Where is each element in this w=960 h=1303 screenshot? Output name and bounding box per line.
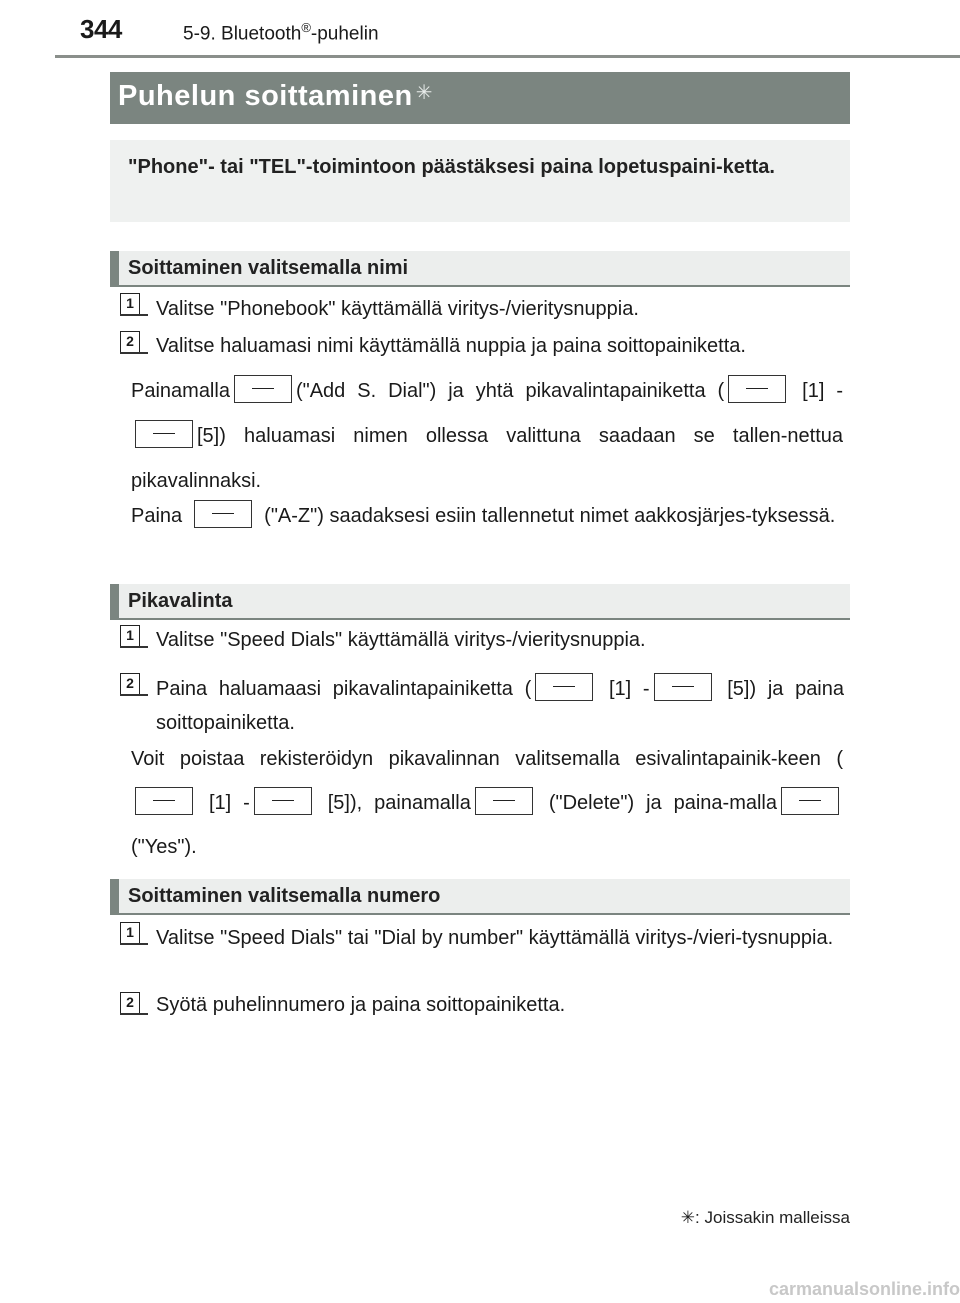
step-text: Syötä puhelinnumero ja paina soittopainiketta. — [156, 994, 566, 1016]
step-badge: 2 — [120, 331, 140, 353]
asterisk-icon: ✳ — [680, 1208, 696, 1227]
section-heading-text: Pikavalinta — [128, 590, 233, 612]
step-badge: 1 — [120, 293, 140, 315]
step-text: Valitse haluamasi nimi käyttämällä nuppia ja paina soittopainiketta. — [156, 335, 746, 357]
badge-underline — [120, 646, 148, 648]
key-placeholder — [135, 420, 193, 448]
text-run: Paina — [131, 505, 183, 527]
watermark: carmanualsonline.info — [768, 1279, 960, 1299]
key-placeholder — [654, 673, 712, 701]
badge-underline — [120, 694, 148, 696]
text-run: ("A-Z") saadaksesi esiin tallennetut nimet aakkosjärjes-tyksessä. — [264, 505, 836, 527]
step-badge: 1 — [120, 625, 140, 647]
section-heading-number — [110, 879, 850, 915]
header-rule — [55, 55, 960, 58]
text-run: [5]) haluamasi nimen ollessa valittuna saadaan se tallen-nettua pikavalinnaksi. — [131, 425, 843, 492]
text-run: [1] - — [208, 792, 250, 814]
footnote-text: : Joissakin malleissa — [695, 1208, 850, 1227]
section-heading-name — [110, 251, 850, 287]
section-title-bar — [110, 72, 850, 124]
step-text: Valitse "Speed Dials" käyttämällä viritys-/vieritysnuppia. — [156, 629, 646, 651]
step-text: Valitse "Phonebook" käyttämällä viritys-/vieritysnuppia. — [156, 298, 639, 320]
badge-underline — [120, 314, 148, 316]
key-placeholder — [781, 787, 839, 815]
text-run: Painamalla — [131, 380, 230, 402]
section-heading-text: Soittaminen valitsemalla numero — [128, 885, 441, 907]
badge-underline — [120, 943, 148, 945]
text-run: [1] - — [802, 380, 843, 402]
text-run: ("Delete") ja paina-malla — [548, 792, 778, 814]
badge-underline — [120, 1013, 148, 1015]
chapter-prefix: 5-9. Bluetooth — [183, 23, 302, 45]
text-run: ("Add S. Dial") ja yhtä pikavalintapainiketta ( — [295, 380, 725, 402]
step-badge: 2 — [120, 992, 140, 1014]
heading-bar — [110, 879, 119, 913]
chapter-suffix: -puhelin — [310, 23, 379, 45]
page-number: 344 — [80, 14, 122, 44]
chapter-title — [183, 20, 379, 45]
key-placeholder — [135, 787, 193, 815]
key-placeholder — [475, 787, 533, 815]
badge-underline — [120, 352, 148, 354]
step-text — [156, 672, 844, 740]
intro-box: "Phone"- tai "TEL"-toimintoon päästäksesi paina lopetuspaini-ketta. — [110, 140, 850, 222]
text-run: Voit poistaa rekisteröidyn pikavalinnan valitsemalla esivalintapainik-keen ( — [131, 748, 843, 770]
paragraph — [131, 369, 843, 504]
text-run: ("Yes"). — [131, 836, 197, 858]
text-run: [5]), painamalla — [327, 792, 471, 814]
footnote — [681, 1208, 850, 1228]
heading-bar — [110, 584, 119, 618]
registered-mark: ® — [301, 20, 311, 35]
key-placeholder — [728, 375, 786, 403]
heading-bar — [110, 251, 119, 285]
text-run: Paina haluamaasi pikavalintapainiketta ( — [156, 678, 532, 700]
text-run: [1] - — [608, 678, 650, 700]
page-title: Puhelun soittaminen — [118, 80, 413, 112]
paragraph — [131, 498, 843, 535]
key-placeholder — [254, 787, 312, 815]
key-placeholder — [535, 673, 593, 701]
key-placeholder — [234, 375, 292, 403]
asterisk-icon: ✳ — [415, 82, 433, 104]
section-heading-speed-dial — [110, 584, 850, 620]
text-run: [5]) ja paina soittopainiketta. — [156, 678, 844, 734]
step-text: Valitse "Speed Dials" tai "Dial by number" käyttämällä viritys-/vieri-tysnuppia. — [156, 927, 834, 949]
section-heading-text: Soittaminen valitsemalla nimi — [128, 257, 409, 279]
step-badge: 2 — [120, 673, 140, 695]
step-badge: 1 — [120, 922, 140, 944]
paragraph — [131, 737, 843, 869]
key-placeholder — [194, 500, 252, 528]
